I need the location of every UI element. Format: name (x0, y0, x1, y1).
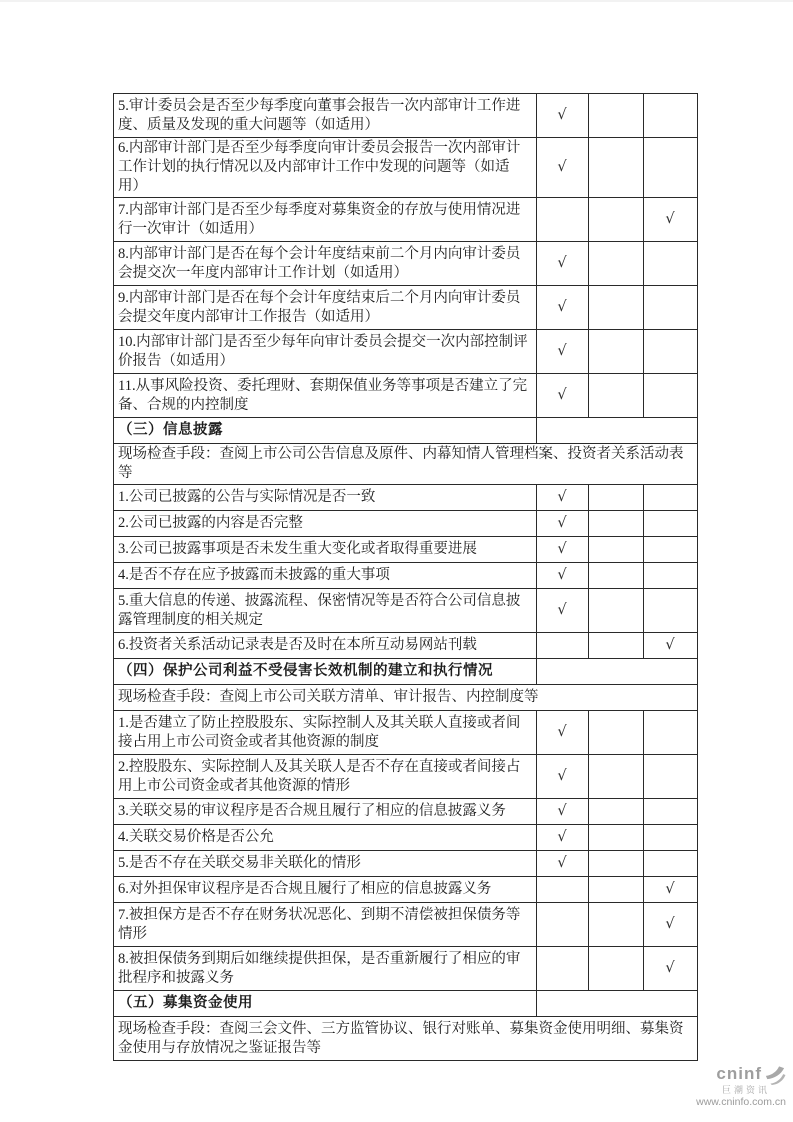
inspection-note-text: 现场检查手段：查阅上市公司公告信息及原件、内幕知情人管理档案、投资者关系活动表等 (114, 444, 698, 485)
checklist-item-text: 1.是否建立了防止控股股东、实际控制人及其关联人直接或者间接占用上市公司资金或者其他资源的制度 (114, 711, 537, 755)
check-mark-cell: √ (644, 198, 698, 242)
checklist-item-text: 7.被担保方是否不存在财务状况恶化、到期不清偿被担保债务等情形 (114, 903, 537, 947)
empty-check-cell (589, 537, 644, 563)
section-header-row (114, 418, 698, 444)
check-mark-cell: √ (537, 711, 589, 755)
checklist-table-body (114, 94, 698, 1061)
empty-check-cell (644, 511, 698, 537)
checklist-item-text: 10.内部审计部门是否至少每年向审计委员会提交一次内部控制评价报告（如适用） (114, 330, 537, 374)
empty-check-cell (644, 286, 698, 330)
empty-check-cell (589, 330, 644, 374)
checklist-item-row (114, 94, 698, 138)
empty-check-cell (644, 94, 698, 138)
inspection-note-row (114, 685, 698, 711)
checklist-item-row (114, 242, 698, 286)
empty-check-cell (537, 633, 589, 659)
checklist-item-row (114, 755, 698, 799)
check-mark-cell: √ (537, 537, 589, 563)
inspection-note-row (114, 1017, 698, 1061)
inspection-note-text: 现场检查手段：查阅上市公司关联方清单、审计报告、内控制度等 (114, 685, 698, 711)
checklist-item-row (114, 851, 698, 877)
checklist-item-text: 8.被担保债务到期后如继续提供担保，是否重新履行了相应的审批程序和披露义务 (114, 947, 537, 991)
empty-check-cell (589, 903, 644, 947)
checklist-item-text: 4.关联交易价格是否公允 (114, 825, 537, 851)
inspection-note-text: 现场检查手段：查阅三会文件、三方监管协议、银行对账单、募集资金使用明细、募集资金使用与存放情况之鉴证报告等 (114, 1017, 698, 1061)
empty-check-cell (589, 755, 644, 799)
empty-check-cell (589, 138, 644, 198)
checklist-item-row (114, 330, 698, 374)
section-title: （四）保护公司利益不受侵害长效机制的建立和执行情况 (114, 659, 537, 685)
cninfo-brand-row (696, 1065, 786, 1085)
check-mark-cell: √ (537, 563, 589, 589)
compliance-checklist-table (113, 93, 698, 1061)
checklist-item-row (114, 711, 698, 755)
check-mark-cell: √ (537, 799, 589, 825)
check-mark-cell: √ (537, 825, 589, 851)
check-mark-cell: √ (644, 633, 698, 659)
cninfo-watermark (696, 1065, 786, 1109)
empty-check-cell (589, 633, 644, 659)
checklist-item-text: 7.内部审计部门是否至少每季度对募集资金的存放与使用情况进行一次审计（如适用） (114, 198, 537, 242)
empty-check-cell (589, 94, 644, 138)
check-mark-cell: √ (537, 242, 589, 286)
section-title: （五）募集资金使用 (114, 991, 537, 1017)
checklist-item-row (114, 563, 698, 589)
checklist-item-text: 6.对外担保审议程序是否合规且履行了相应的信息披露义务 (114, 877, 537, 903)
check-mark-cell: √ (644, 903, 698, 947)
cninfo-brand-text: cninf (716, 1064, 762, 1084)
empty-check-cell (644, 537, 698, 563)
empty-check-cell (589, 242, 644, 286)
check-mark-cell: √ (644, 877, 698, 903)
checklist-item-text: 5.是否不存在关联交易非关联化的情形 (114, 851, 537, 877)
checklist-item-row (114, 511, 698, 537)
empty-check-cell (644, 374, 698, 418)
cninfo-url: www.cninfo.com.cn (696, 1096, 786, 1109)
empty-check-cell (589, 198, 644, 242)
checklist-item-row (114, 589, 698, 633)
checklist-item-row (114, 903, 698, 947)
checklist-item-text: 2.公司已披露的内容是否完整 (114, 511, 537, 537)
empty-check-cell (537, 198, 589, 242)
checklist-item-text: 1.公司已披露的公告与实际情况是否一致 (114, 485, 537, 511)
check-mark-cell: √ (644, 947, 698, 991)
checklist-item-text: 8.内部审计部门是否在每个会计年度结束前二个月内向审计委员会提交次一年度内部审计工作计划（如适用） (114, 242, 537, 286)
checklist-item-text: 2.控股股东、实际控制人及其关联人是否不存在直接或者间接占用上市公司资金或者其他资源的情形 (114, 755, 537, 799)
inspection-note-row (114, 444, 698, 485)
check-mark-cell: √ (537, 286, 589, 330)
empty-check-cell (589, 374, 644, 418)
empty-check-cell (644, 711, 698, 755)
empty-check-cell (589, 947, 644, 991)
empty-check-cell (589, 711, 644, 755)
empty-check-cell (644, 485, 698, 511)
check-mark-cell: √ (537, 138, 589, 198)
empty-check-cell (537, 877, 589, 903)
checklist-item-text: 6.投资者关系活动记录表是否及时在本所互动易网站刊载 (114, 633, 537, 659)
checklist-item-row (114, 799, 698, 825)
empty-check-cell (537, 903, 589, 947)
empty-check-cell (589, 799, 644, 825)
empty-check-cell (537, 947, 589, 991)
empty-check-cell (589, 485, 644, 511)
section-header-row (114, 659, 698, 685)
checklist-item-text: 4.是否不存在应予披露而未披露的重大事项 (114, 563, 537, 589)
check-mark-cell: √ (537, 485, 589, 511)
empty-check-cell (589, 877, 644, 903)
checklist-item-text: 5.审计委员会是否至少每季度向董事会报告一次内部审计工作进度、质量及发现的重大问题等（如适用） (114, 94, 537, 138)
checklist-item-row (114, 374, 698, 418)
cninfo-chinese-name: 巨潮资讯 (721, 1084, 770, 1095)
empty-check-cell (589, 286, 644, 330)
checklist-item-row (114, 138, 698, 198)
checklist-item-row (114, 198, 698, 242)
checklist-item-text: 5.重大信息的传递、披露流程、保密情况等是否符合公司信息披露管理制度的相关规定 (114, 589, 537, 633)
check-mark-cell: √ (537, 374, 589, 418)
checklist-item-text: 3.公司已披露事项是否未发生重大变化或者取得重要进展 (114, 537, 537, 563)
checklist-item-row (114, 947, 698, 991)
section-empty-cell (537, 659, 698, 685)
checklist-item-text: 6.内部审计部门是否至少每季度向审计委员会报告一次内部审计工作计划的执行情况以及内部审计工作中发现的问题等（如适用） (114, 138, 537, 198)
checklist-item-row (114, 633, 698, 659)
empty-check-cell (644, 563, 698, 589)
checklist-item-row (114, 825, 698, 851)
section-empty-cell (537, 418, 698, 444)
check-mark-cell: √ (537, 589, 589, 633)
empty-check-cell (589, 563, 644, 589)
empty-check-cell (644, 589, 698, 633)
empty-check-cell (644, 242, 698, 286)
checklist-item-text: 3.关联交易的审议程序是否合规且履行了相应的信息披露义务 (114, 799, 537, 825)
check-mark-cell: √ (537, 330, 589, 374)
check-mark-cell: √ (537, 511, 589, 537)
empty-check-cell (589, 589, 644, 633)
empty-check-cell (644, 825, 698, 851)
empty-check-cell (644, 755, 698, 799)
section-title: （三）信息披露 (114, 418, 537, 444)
section-header-row (114, 991, 698, 1017)
empty-check-cell (644, 138, 698, 198)
check-mark-cell: √ (537, 94, 589, 138)
check-mark-cell: √ (537, 851, 589, 877)
checklist-item-row (114, 485, 698, 511)
empty-check-cell (644, 851, 698, 877)
checklist-item-text: 9.内部审计部门是否在每个会计年度结束后二个月内向审计委员会提交年度内部审计工作报告（如适用） (114, 286, 537, 330)
scan-edge-line (0, 0, 793, 2)
empty-check-cell (644, 330, 698, 374)
empty-check-cell (589, 825, 644, 851)
empty-check-cell (589, 511, 644, 537)
cninfo-swirl-icon (764, 1065, 786, 1085)
empty-check-cell (589, 851, 644, 877)
check-mark-cell: √ (537, 755, 589, 799)
empty-check-cell (644, 799, 698, 825)
section-empty-cell (537, 991, 698, 1017)
checklist-item-row (114, 537, 698, 563)
checklist-item-row (114, 877, 698, 903)
checklist-item-text: 11.从事风险投资、委托理财、套期保值业务等事项是否建立了完备、合规的内控制度 (114, 374, 537, 418)
checklist-item-row (114, 286, 698, 330)
